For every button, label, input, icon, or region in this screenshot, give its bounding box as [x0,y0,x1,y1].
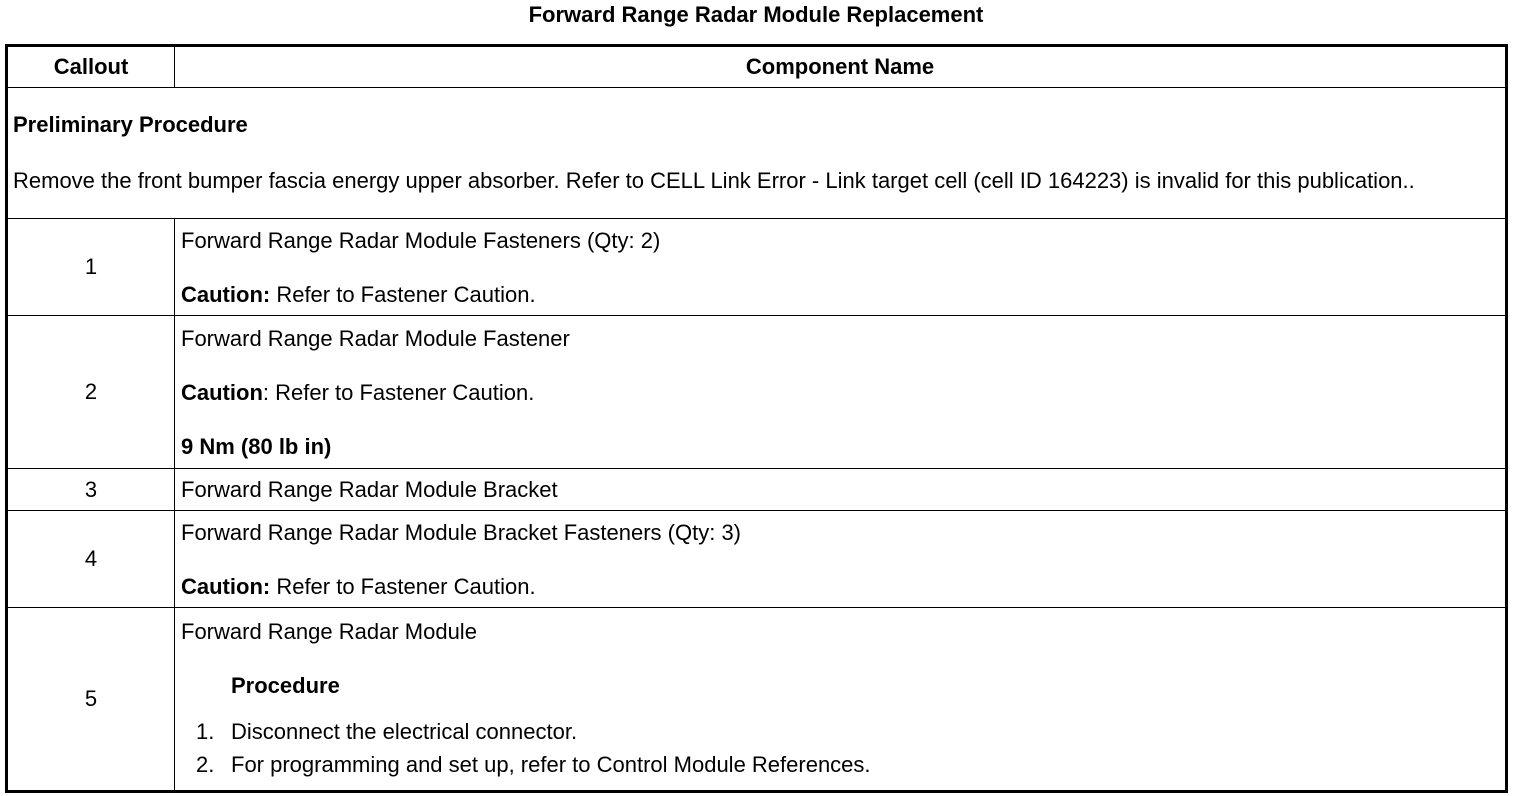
step-number: 1. [196,719,215,744]
table-row [7,219,1507,316]
preliminary-text: Remove the front bumper fascia energy upper absorber. Refer to CELL Link Error - Link target cell (cell ID 164223) is invalid for this publication.. [13,168,1415,193]
procedure-heading: Procedure [231,673,340,698]
component-name: Forward Range Radar Module Bracket Fasteners (Qty: 3) [181,520,742,545]
step-text: Disconnect the electrical connector. [231,719,578,744]
callout-number: 1 [7,219,175,316]
component-name: Forward Range Radar Module [181,619,477,644]
caution-label: Caution: [181,282,271,307]
table-row [7,608,1507,792]
preliminary-row [7,88,1507,219]
callout-number: 2 [7,316,175,469]
caution-text: Refer to Fastener Caution. [270,282,536,307]
caution-note [181,282,1499,308]
callout-number: 4 [7,511,175,608]
callout-column-header: Callout [7,46,175,88]
callout-number: 5 [7,608,175,792]
caution-label: Caution: [181,574,271,599]
page-title: Forward Range Radar Module Replacement [528,2,984,27]
component-name-column-header: Component Name [175,46,1507,88]
callout-number: 3 [7,469,175,511]
caution-text: : Refer to Fastener Caution. [262,380,535,405]
caution-text: Refer to Fastener Caution. [270,574,536,599]
component-cell [175,608,1507,792]
torque-spec: 9 Nm (80 lb in) [181,434,332,459]
caution-note [181,574,1499,600]
procedure-step [196,748,1499,781]
component-name: Forward Range Radar Module Fastener [181,326,570,351]
caution-note [181,380,1499,406]
component-cell [175,511,1507,608]
preliminary-heading: Preliminary Procedure [13,112,248,137]
table-header-row [7,46,1507,88]
table-row [7,316,1507,469]
procedure-step [196,715,1499,748]
procedure-table [5,44,1508,793]
table-row [7,511,1507,608]
step-number: 2. [196,752,215,777]
step-text: For programming and set up, refer to Control Module References. [231,752,871,777]
caution-label: Caution [181,380,263,405]
component-cell [175,469,1507,511]
component-name: Forward Range Radar Module Bracket [181,476,558,502]
procedure-steps [181,715,1499,781]
table-row [7,469,1507,511]
component-name: Forward Range Radar Module Fasteners (Qty: 2) [181,228,661,253]
component-cell [175,316,1507,469]
component-cell [175,219,1507,316]
preliminary-cell [7,88,1507,219]
